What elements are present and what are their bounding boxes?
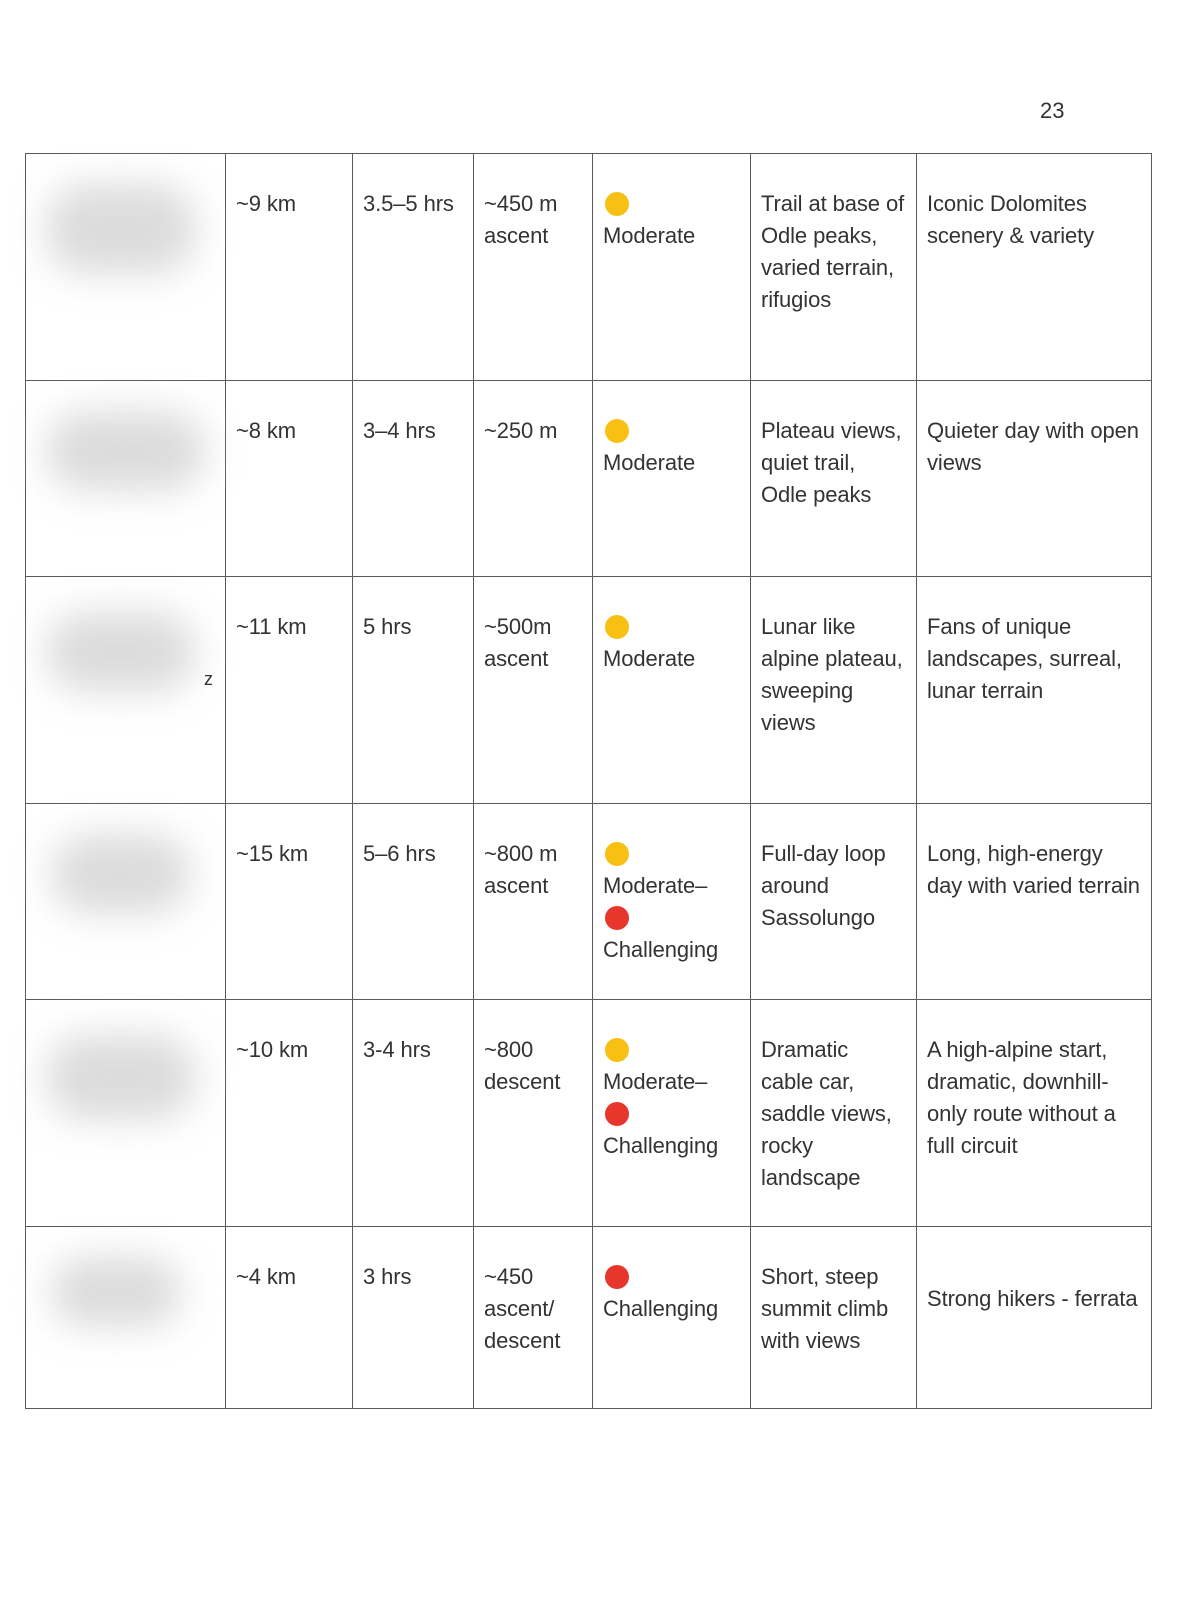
redacted-hike-name	[26, 1227, 226, 1409]
difficulty-label: Moderate–	[603, 873, 708, 898]
highlights-cell: Short, steep summit climb with views	[751, 1227, 917, 1409]
stray-mark: z	[204, 669, 213, 689]
elevation-cell: ~500m ascent	[474, 577, 593, 804]
moderate-dot-icon	[605, 842, 629, 866]
time-cell: 5 hrs	[353, 577, 474, 804]
best-for-cell: A high-alpine start, dramatic, downhill-only route without a full circuit	[917, 1000, 1152, 1227]
difficulty-label: Challenging	[603, 1296, 719, 1321]
highlights-cell: Trail at base of Odle peaks, varied terrain, rifugios	[751, 154, 917, 381]
highlights-cell: Plateau views, quiet trail, Odle peaks	[751, 381, 917, 577]
highlights-cell: Full-day loop around Sassolungo	[751, 804, 917, 1000]
highlights-cell: Lunar like alpine plateau, sweeping views	[751, 577, 917, 804]
difficulty-label: Challenging	[603, 937, 719, 962]
difficulty-label: Moderate	[603, 450, 696, 475]
difficulty-cell	[593, 577, 751, 804]
best-for-cell: Long, high-energy day with varied terrain	[917, 804, 1152, 1000]
table-row	[26, 154, 1152, 381]
difficulty-label: Moderate	[603, 223, 696, 248]
difficulty-label: Moderate–	[603, 1069, 708, 1094]
difficulty-label: Moderate	[603, 646, 696, 671]
elevation-cell: ~250 m	[474, 381, 593, 577]
challenging-dot-icon	[605, 1265, 629, 1289]
page-number: 23	[1040, 98, 1065, 123]
challenging-dot-icon	[605, 906, 629, 930]
best-for-cell	[917, 1227, 1152, 1409]
time-cell: 3.5–5 hrs	[353, 154, 474, 381]
elevation-cell: ~450 ascent/ descent	[474, 1227, 593, 1409]
best-for-cell: Quieter day with open views	[917, 381, 1152, 577]
best-for-text: Strong hikers - ferrata	[927, 1286, 1138, 1311]
difficulty-cell	[593, 1227, 751, 1409]
difficulty-cell	[593, 381, 751, 577]
challenging-dot-icon	[605, 1102, 629, 1126]
difficulty-cell	[593, 1000, 751, 1227]
moderate-dot-icon	[605, 1038, 629, 1062]
distance-cell: ~9 km	[226, 154, 353, 381]
time-cell: 3 hrs	[353, 1227, 474, 1409]
best-for-cell: Fans of unique landscapes, surreal, lunar terrain	[917, 577, 1152, 804]
moderate-dot-icon	[605, 615, 629, 639]
difficulty-cell	[593, 154, 751, 381]
redacted-hike-name	[26, 577, 226, 804]
distance-cell: ~15 km	[226, 804, 353, 1000]
table-row	[26, 804, 1152, 1000]
redacted-hike-name	[26, 1000, 226, 1227]
elevation-cell: ~800 descent	[474, 1000, 593, 1227]
time-cell: 5–6 hrs	[353, 804, 474, 1000]
distance-cell: ~8 km	[226, 381, 353, 577]
moderate-dot-icon	[605, 419, 629, 443]
elevation-cell: ~800 m ascent	[474, 804, 593, 1000]
table-row	[26, 577, 1152, 804]
difficulty-cell	[593, 804, 751, 1000]
redacted-hike-name	[26, 381, 226, 577]
elevation-cell: ~450 m ascent	[474, 154, 593, 381]
time-cell: 3-4 hrs	[353, 1000, 474, 1227]
distance-cell: ~10 km	[226, 1000, 353, 1227]
distance-cell: ~4 km	[226, 1227, 353, 1409]
highlights-cell: Dramatic cable car, saddle views, rocky landscape	[751, 1000, 917, 1227]
table-row	[26, 1000, 1152, 1227]
hike-comparison-table	[25, 153, 1152, 1409]
moderate-dot-icon	[605, 192, 629, 216]
redacted-hike-name	[26, 804, 226, 1000]
difficulty-label: Challenging	[603, 1133, 719, 1158]
table-row	[26, 381, 1152, 577]
distance-cell: ~11 km	[226, 577, 353, 804]
time-cell: 3–4 hrs	[353, 381, 474, 577]
redacted-hike-name	[26, 154, 226, 381]
best-for-cell: Iconic Dolomites scenery & variety	[917, 154, 1152, 381]
table-row	[26, 1227, 1152, 1409]
